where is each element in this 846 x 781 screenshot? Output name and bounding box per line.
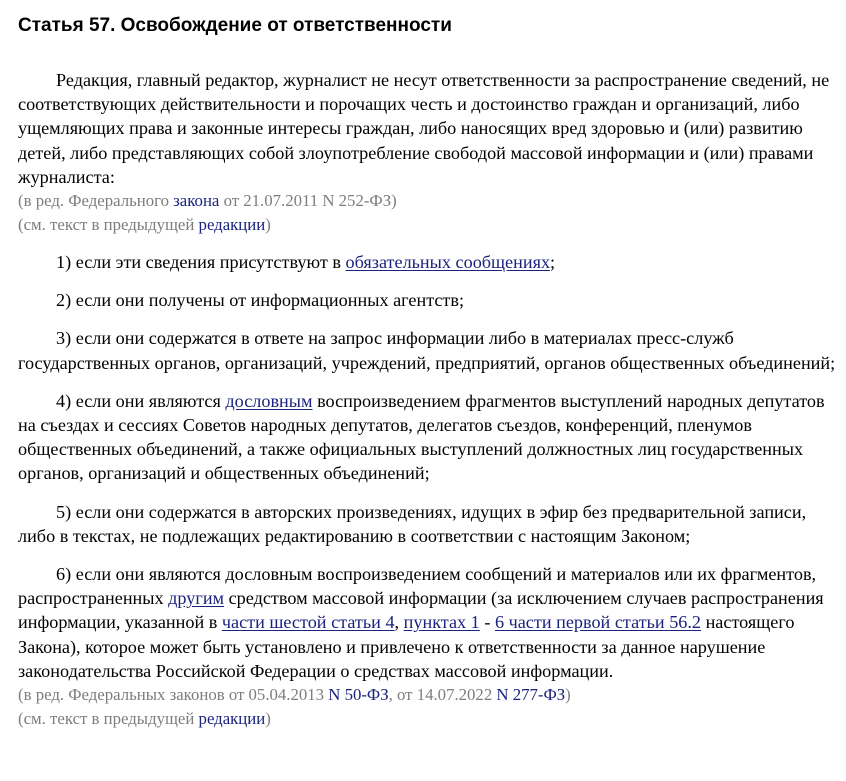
law-link[interactable]: закона bbox=[173, 191, 220, 211]
item-6-previous-edition-note bbox=[18, 707, 836, 731]
intro-revision-note bbox=[18, 189, 836, 213]
document-page bbox=[18, 0, 836, 731]
list-item-2 bbox=[18, 288, 836, 312]
note-text: от 21.07.2011 N 252-ФЗ) bbox=[219, 191, 397, 211]
list-item-4 bbox=[18, 389, 836, 486]
previous-edition-link[interactable]: редакции bbox=[198, 709, 266, 729]
note-text: ) bbox=[265, 709, 271, 729]
note-text: ) bbox=[265, 215, 271, 235]
note-text: (в ред. Федеральных законов от 05.04.2013 bbox=[18, 685, 329, 705]
previous-edition-link[interactable]: редакции bbox=[198, 215, 266, 235]
list-item-1 bbox=[18, 250, 836, 274]
article-4-part-6-link[interactable]: части шестой статьи 4 bbox=[221, 612, 395, 633]
note-text: (см. текст в предыдущей bbox=[18, 709, 199, 729]
other-media-link[interactable]: другим bbox=[168, 588, 225, 609]
item-text: ; bbox=[550, 252, 556, 273]
intro-previous-edition-note bbox=[18, 213, 836, 237]
note-text: ) bbox=[565, 685, 571, 705]
item-text: 2) если они получены от информационных агентств; bbox=[56, 290, 465, 311]
item-text: 6) если они являются дословным воспроизведением сообщений и материалов или их фрагментов, распространенных bbox=[18, 564, 817, 609]
list-item-6 bbox=[18, 562, 836, 683]
article-title: Статья 57. Освобождение от ответственности bbox=[18, 15, 452, 36]
note-text: (в ред. Федерального bbox=[18, 191, 174, 211]
item-6-revision-note bbox=[18, 683, 836, 707]
item-text: воспроизведением фрагментов выступлений народных депутатов на съездах и сессиях Советов народных депутатов, делегатов съездов, конференций, пленумов общественных объединений, а также официальных выступлений должностных лиц государственных органов, организаций и общественных объединений; bbox=[18, 390, 825, 484]
mandatory-messages-link[interactable]: обязательных сообщениях bbox=[345, 252, 551, 273]
item-text: 1) если эти сведения присутствуют в bbox=[56, 252, 346, 273]
article-56-2-link[interactable]: 6 части первой статьи 56.2 bbox=[494, 612, 702, 633]
list-item-5 bbox=[18, 500, 836, 548]
item-text: 5) если они содержатся в авторских произведениях, идущих в эфир без предварительной записи, либо в текстах, не подлежащих редактированию в соответствии с настоящим Законом; bbox=[18, 501, 807, 546]
law-277-fz-link[interactable]: N 277-ФЗ bbox=[496, 685, 566, 705]
item-text: , bbox=[394, 612, 404, 633]
list-item-3 bbox=[18, 326, 836, 374]
item-text: настоящего Закона), которое может быть установлено и привлечено к ответственности за данное нарушение законодательства Российской Федерации о средствах массовой информации. bbox=[18, 612, 795, 681]
note-text: (см. текст в предыдущей bbox=[18, 215, 199, 235]
item-text: 4) если они являются bbox=[56, 390, 226, 411]
law-50-fz-link[interactable]: N 50-ФЗ bbox=[328, 685, 389, 705]
intro-text: Редакция, главный редактор, журналист не несут ответственности за распространение сведений, не соответствующих действительности и порочащих честь и достоинство граждан и организаций, либо ущемляющих права и законные интересы граждан, либо наносящих вред здоровью и (или) развитию детей, либо представляющих собой злоупотребление свободой массовой информации и (или) правами журналиста: bbox=[18, 70, 830, 187]
note-text: , от 14.07.2022 bbox=[388, 685, 497, 705]
item-text: - bbox=[479, 612, 495, 633]
intro-paragraph bbox=[18, 68, 836, 189]
item-text: средством массовой информации (за исключением случаев распространения информации, указанной в bbox=[18, 588, 824, 633]
item-text: 3) если они содержатся в ответе на запрос информации либо в материалах пресс-служб государственных органов, организаций, учреждений, предприятий, органов общественных объединений; bbox=[18, 328, 836, 373]
verbatim-link[interactable]: дословным bbox=[225, 390, 313, 411]
points-1-link[interactable]: пунктах 1 bbox=[403, 612, 480, 633]
